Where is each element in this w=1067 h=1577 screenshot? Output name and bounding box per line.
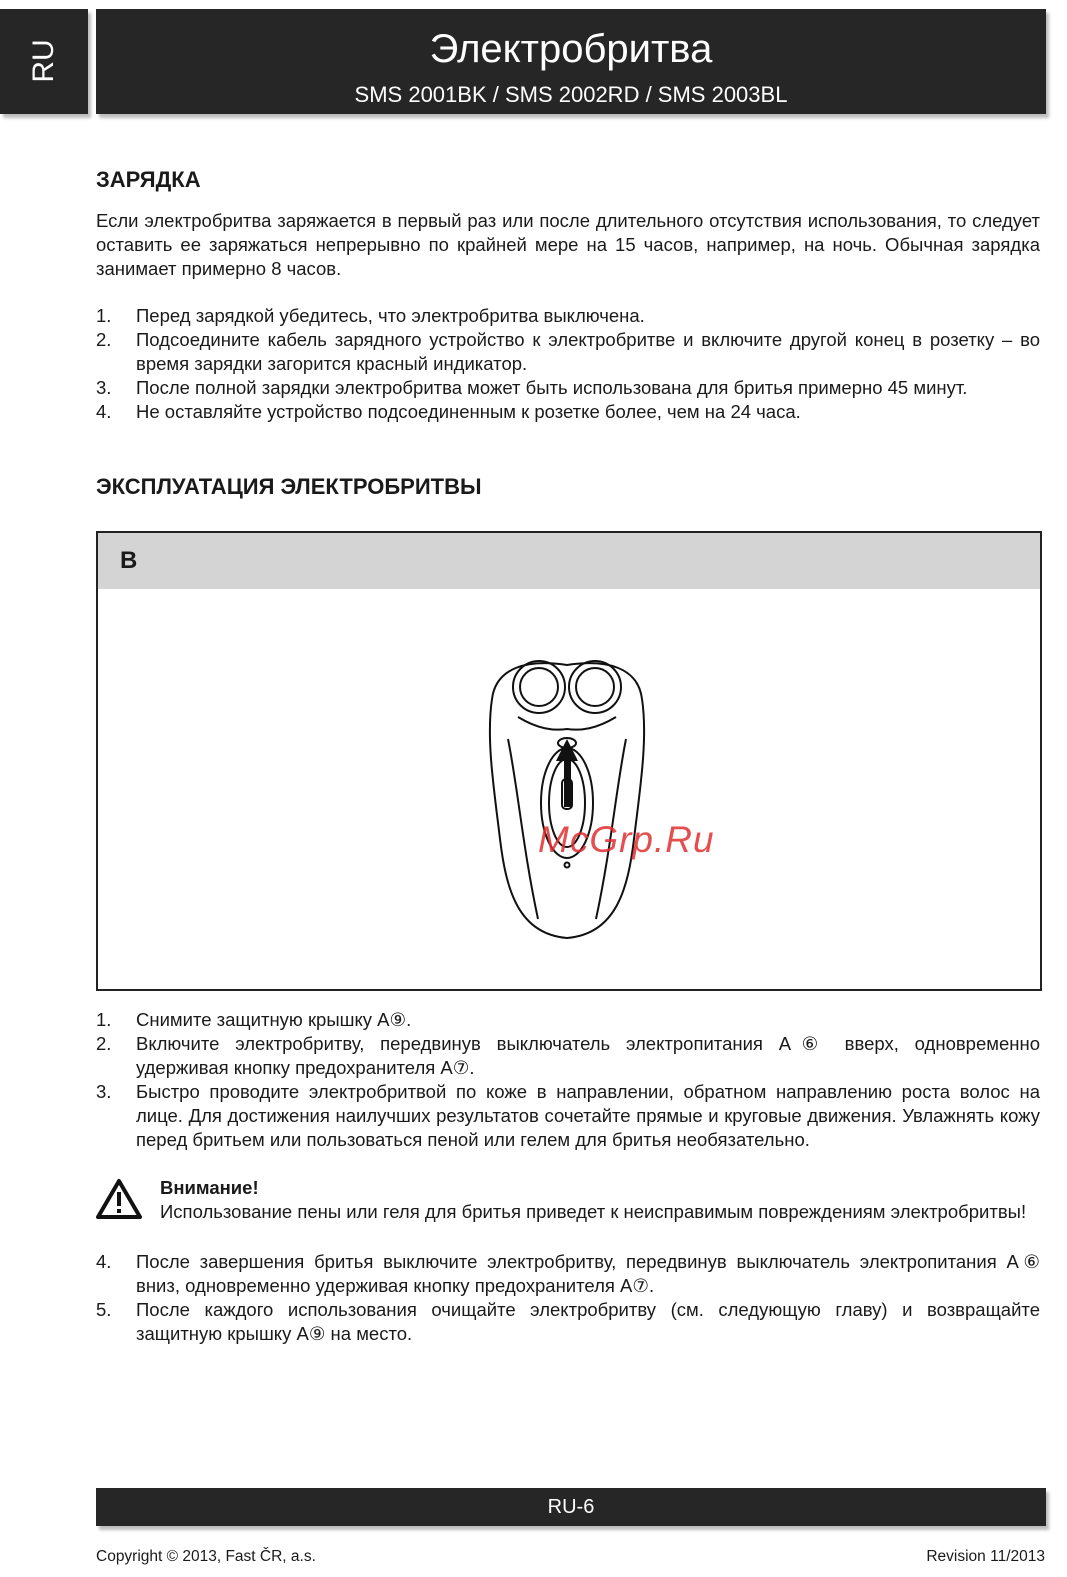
warning-icon	[96, 1178, 142, 1220]
list-item: 3. После полной зарядки электробритва может быть использована для бритья примерно 45 минут.	[96, 377, 968, 398]
page-number: RU-6	[547, 1496, 595, 1518]
warning-title: Внимание!	[160, 1177, 259, 1198]
list-item: 1. Перед зарядкой убедитесь, что электробритва выключена.	[96, 305, 645, 326]
charging-heading: ЗАРЯДКА	[96, 167, 201, 192]
warning-text: Использование пены или геля для бритья приведет к неисправимым повреждениям электробритвы!	[160, 1201, 1027, 1222]
shaver-drawing	[98, 589, 1040, 989]
figure-label: B	[120, 547, 138, 574]
watermark: McGrp.Ru	[538, 819, 715, 860]
list-item: 3. Быстро проводите электробритвой по коже в направлении, обратном направлению роста волос на лице. Для достижения наилучших результатов сочетайте прямые и круговые движения. Увлажнять кожу перед бритьем или пользоваться пеной или гелем для бритья необязательно.	[96, 1081, 1040, 1150]
page-title: Электробритва	[429, 27, 713, 71]
figure-b	[96, 531, 1042, 991]
list-item: 1. Снимите защитную крышку A⑨.	[96, 1009, 412, 1030]
language-tab	[0, 9, 88, 114]
list-item: 2. Подсоедините кабель зарядного устройство к электробритве и включите другой конец в розетку – во время зарядки загорится красный индикатор.	[96, 329, 1040, 374]
operation-heading: ЭКСПЛУАТАЦИЯ ЭЛЕКТРОБРИТВЫ	[96, 474, 482, 499]
language-label: RU	[27, 39, 60, 83]
operation-steps-continued	[96, 1250, 1040, 1346]
list-item: 4. После завершения бритья выключите электробритву, передвинув выключатель электропитания A⑥ вниз, одновременно удерживая кнопку предохранителя A⑦.	[96, 1251, 1040, 1296]
charging-steps	[96, 304, 1040, 424]
model-numbers: SMS 2001BK / SMS 2002RD / SMS 2003BL	[354, 82, 788, 107]
list-item: 4. Не оставляйте устройство подсоединенным к розетке более, чем на 24 часа.	[96, 401, 801, 422]
page-footer	[96, 1488, 1046, 1526]
page-header	[96, 9, 1046, 114]
figure-header	[98, 533, 1040, 589]
shaver-illustration	[98, 589, 1040, 989]
charging-intro: Если электробритва заряжается в первый раз или после длительного отсутствия использования, то следует оставить ее заряжаться непрерывно по крайней мере на 15 часов, например, на ночь. Обычная зарядка занимает примерно 8 часов.	[96, 210, 1040, 279]
list-item: 2. Включите электробритву, передвинув выключатель электропитания A⑥ вверх, одновременно удерживая кнопку предохранителя A⑦.	[96, 1033, 1040, 1078]
operation-steps	[96, 1008, 1040, 1152]
list-item: 5. После каждого использования очищайте электробритву (см. следующую главу) и возвращайте защитную крышку A⑨ на место.	[96, 1299, 1040, 1344]
revision: Revision 11/2013	[926, 1548, 1045, 1565]
copyright: Copyright © 2013, Fast ČR, a.s.	[96, 1548, 316, 1565]
